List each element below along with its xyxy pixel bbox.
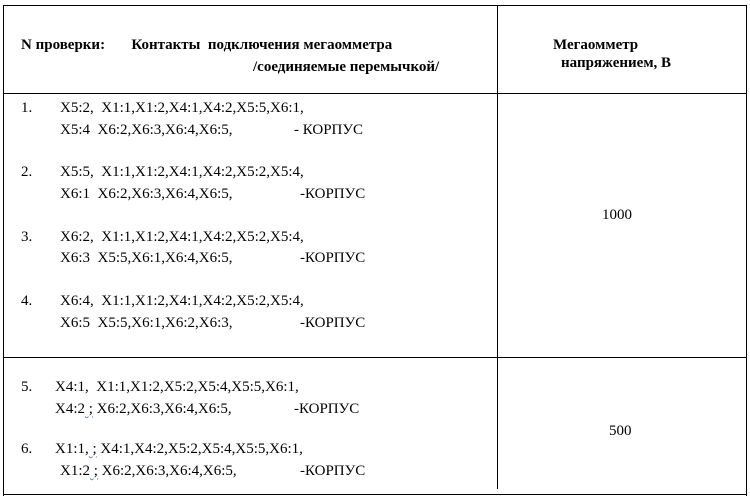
row-contacts-line1: X5:5, X1:1,X1:2,X4:1,X4:2,X5:2,X5:4, xyxy=(60,164,304,180)
group-separator xyxy=(3,357,747,358)
row-contacts-line2: X6:3 X5:5,X6:1,X6:4,X6:5, xyxy=(60,250,233,266)
contact-list: X4:1,X4:2,X5:2,X5:4,X5:5,X6:1, xyxy=(96,441,303,457)
row-ground: -КОРПУС xyxy=(300,463,366,479)
row-contacts-line1: X4:1, X1:1,X1:2,X5:2,X5:4,X5:5,X6:1, xyxy=(55,379,299,395)
table-bottom-border xyxy=(3,494,747,495)
header-contacts-sub: /соединяемые перемычкой/ xyxy=(253,59,440,75)
row-contacts-line1: X5:2, X1:1,X1:2,X4:1,X4:2,X5:5,X6:1, xyxy=(60,100,304,116)
contact-id: X1:1, xyxy=(55,441,89,457)
row-contacts-line1: X6:2, X1:1,X1:2,X4:1,X4:2,X5:2,X5:4, xyxy=(60,229,304,245)
row-contacts-line2: X6:1 X6:2,X6:3,X6:4,X6:5, xyxy=(60,186,233,202)
voltage-value: 500 xyxy=(609,423,632,439)
spellcheck-mark: ; xyxy=(85,401,93,417)
spellcheck-mark: ; xyxy=(88,441,97,457)
header-separator xyxy=(3,93,747,94)
spellcheck-mark: ; xyxy=(90,463,98,479)
row-number: 3. xyxy=(21,229,33,245)
row-contacts-line2 xyxy=(60,462,237,480)
contact-id: X4:2 xyxy=(55,401,85,417)
row-number: 1. xyxy=(21,100,33,116)
row-ground: -КОРПУС xyxy=(300,186,366,202)
row-contacts-line2: X6:5 X5:5,X6:1,X6:2,X6:3, xyxy=(60,315,233,331)
row-contacts-line1: X6:4, X1:1,X1:2,X4:1,X4:2,X5:2,X5:4, xyxy=(60,293,304,309)
column-divider xyxy=(497,5,498,489)
row-contacts-line2: X5:4 X6:2,X6:3,X6:4,X6:5, xyxy=(60,122,233,138)
header-voltage: Мегаомметр xyxy=(553,37,639,53)
voltage-value: 1000 xyxy=(602,207,632,223)
contact-list: X6:2,X6:3,X6:4,X6:5, xyxy=(97,463,237,479)
contact-id: X1:2 xyxy=(60,463,90,479)
row-contacts-line2 xyxy=(55,400,232,418)
header-contacts: N проверки: Контакты подключения мегаомметра xyxy=(21,37,393,53)
row-ground: - КОРПУС xyxy=(294,122,364,138)
row-number: 6. xyxy=(21,441,33,457)
row-ground: -КОРПУС xyxy=(300,250,366,266)
row-number: 5. xyxy=(21,379,33,395)
contact-list: X6:2,X6:3,X6:4,X6:5, xyxy=(92,401,232,417)
row-contacts-line1 xyxy=(55,440,303,458)
row-ground: -КОРПУС xyxy=(300,315,366,331)
row-number: 2. xyxy=(21,164,33,180)
row-number: 4. xyxy=(21,293,33,309)
row-ground: -КОРПУС xyxy=(294,401,360,417)
header-voltage-sub: напряжением, В xyxy=(561,55,672,71)
